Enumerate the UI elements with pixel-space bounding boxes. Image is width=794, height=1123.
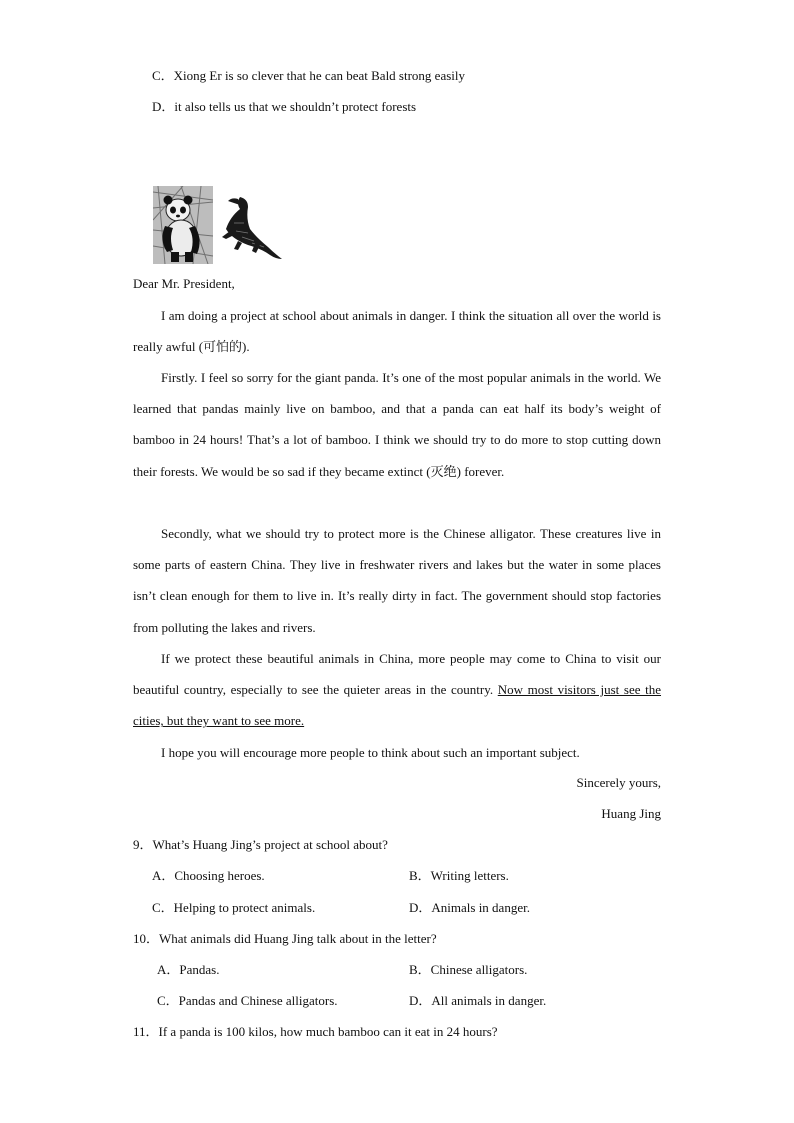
question-10-option-b: B．Chinese alligators. <box>409 962 528 977</box>
question-9-option-b: B．Writing letters. <box>409 868 509 883</box>
prev-option-c: C．Xiong Er is so clever that he can beat Bald strong easily <box>152 68 466 83</box>
paragraph-5: I hope you will encourage more people to think about such an important subject. <box>161 745 580 760</box>
paragraph-2: Firstly. I feel so sorry for the giant panda. It’s one of the most popular animals in the world. We learned that pandas mainly live on bamboo, and that a panda can eat half its body’s weight of bamboo in 24 hours! That’s a lot of bamboo. I think we should try to do more to stop cutting down their forests. We would be so sad if they became extinct (灭绝) forever. <box>133 370 661 479</box>
question-9-option-a: A．Choosing heroes. <box>152 868 265 883</box>
paragraph-1: I am doing a project at school about animals in danger. I think the situation all over the world is really awful (可怕的). <box>133 308 661 355</box>
alligator-image <box>218 193 284 263</box>
paragraph-4: If we protect these beautiful animals in China, more people may come to China to visit our beautiful country, especially to see the quieter areas in the country. Now most visitors just see the cities, but they want to see more. <box>133 651 662 729</box>
question-10-stem: 10．What animals did Huang Jing talk about in the letter? <box>133 931 437 946</box>
underlined-sentence: Now most visitors just see the cities, but they want to see more. <box>133 682 662 729</box>
question-10-option-d: D．All animals in danger. <box>409 993 547 1008</box>
prev-option-d: D．it also tells us that we shouldn’t protect forests <box>152 99 417 114</box>
question-10-option-c: C．Pandas and Chinese alligators. <box>157 993 338 1008</box>
paragraph-3: Secondly, what we should try to protect more is the Chinese alligator. These creatures live in some parts of eastern China. They live in freshwater rivers and lakes but the water in some places isn’t clean enough for them to live in. It’s really dirty in fact. The government should stop factories from polluting the lakes and rivers. <box>133 526 661 635</box>
salutation: Dear Mr. President, <box>133 276 235 291</box>
question-9-option-c: C．Helping to protect animals. <box>152 900 316 915</box>
question-10-option-a: A．Pandas. <box>157 962 220 977</box>
question-9-option-d: D．Animals in danger. <box>409 900 530 915</box>
question-11-stem: 11．If a panda is 100 kilos, how much bamboo can it eat in 24 hours? <box>133 1024 498 1039</box>
panda-image <box>153 186 213 264</box>
question-9-stem: 9．What’s Huang Jing’s project at school about? <box>133 837 388 852</box>
closing: Sincerely yours, <box>576 775 661 790</box>
signature: Huang Jing <box>601 806 661 821</box>
